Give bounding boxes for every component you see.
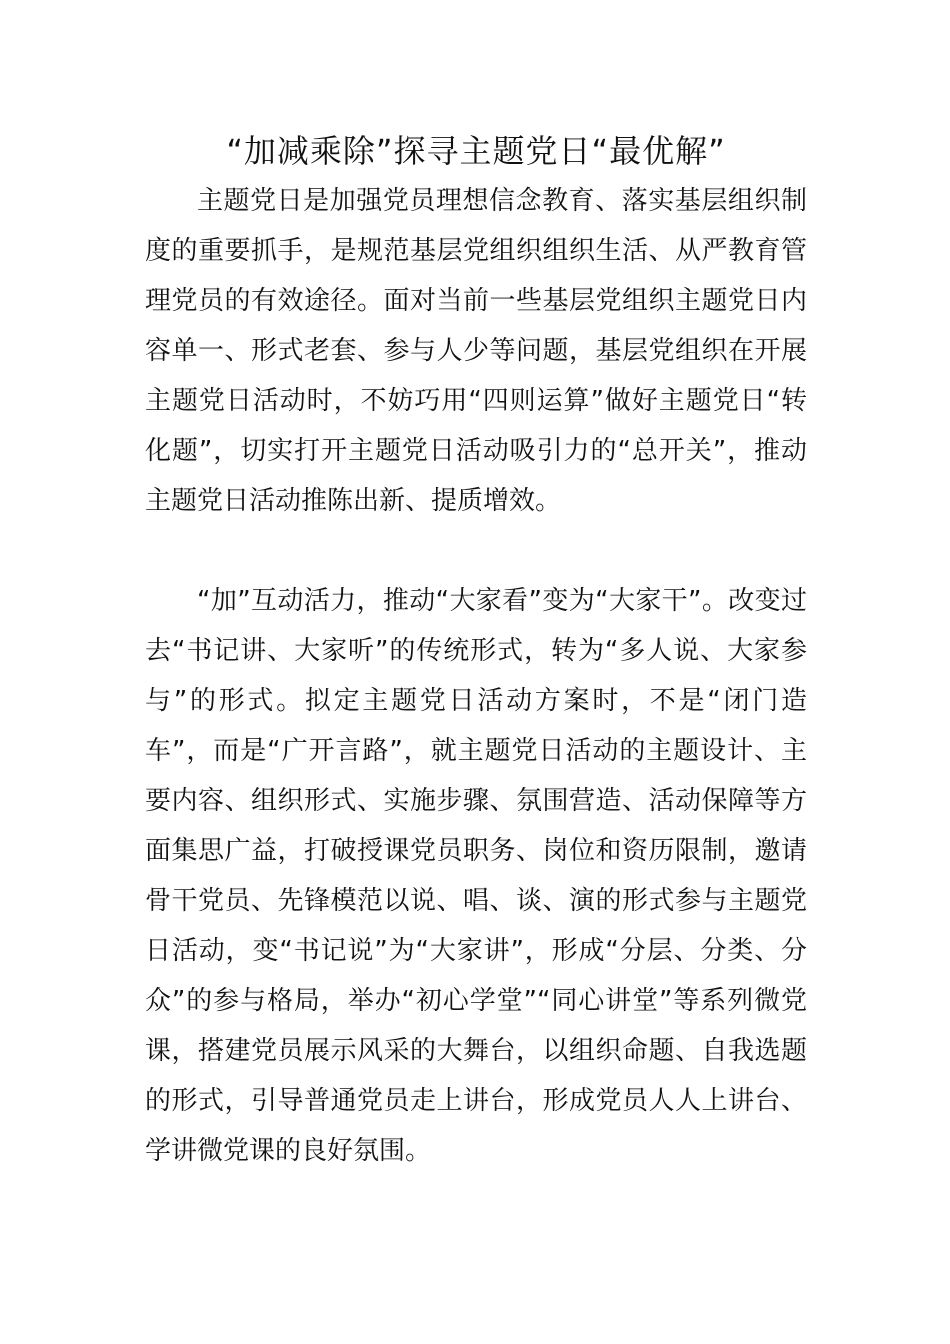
paragraph-addition: “加”互动活力，推动“大家看”变为“大家干”。改变过去“书记讲、大家听”的传统形式，转为“多人说、大家参与”的形式。拟定主题党日活动方案时，不是“闭门造车”，而是“广开言路”，就主题党日活动的主题设计、主要内容、组织形式、实施步骤、氛围营造、活动保障等方面集思广益，打破授课党员职务、岗位和资历限制，邀请骨干党员、先锋模范以说、唱、谈、演的形式参与主题党日活动，变“书记说”为“大家讲”，形成“分层、分类、分众”的参与格局，举办“初心学堂”“同心讲堂”等系列微党课，搭建党员展示风采的大舞台，以组织命题、自我选题的形式，引导普通党员走上讲台，形成党员人人上讲台、学讲微党课的良好氛围。 <box>145 586 807 1166</box>
paragraph-intro: 主题党日是加强党员理想信念教育、落实基层组织制度的重要抓手，是规范基层党组织组织生活、从严教育管理党员的有效途径。面对当前一些基层党组织主题党日内容单一、形式老套、参与人少等问题，基层党组织在开展主题党日活动时，不妨巧用“四则运算”做好主题党日“转化题”，切实打开主题党日活动吸引力的“总开关”，推动主题党日活动推陈出新、提质增效。 <box>145 186 807 516</box>
document-title: “加减乘除”探寻主题党日“最优解” <box>226 132 726 170</box>
